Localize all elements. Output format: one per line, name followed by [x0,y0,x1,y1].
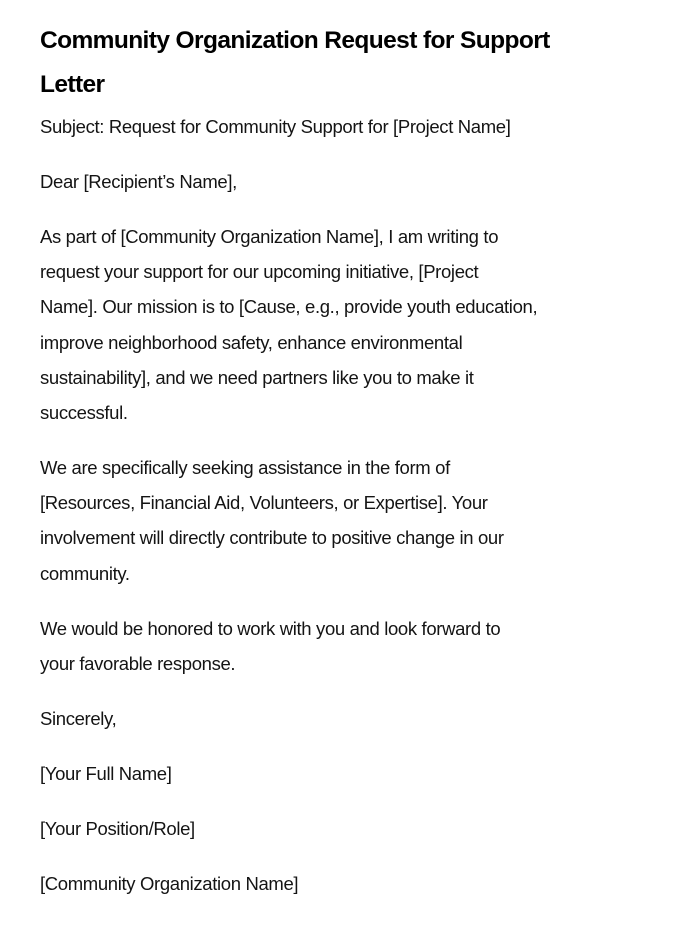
signature-organization-text: [Community Organization Name] [40,872,299,894]
subject-text: Subject: Request for Community Support for [Project Name] [40,116,511,137]
paragraph-line: request your support for our upcoming initiative, [Project [40,261,479,283]
signature-role-text: [Your Position/Role] [40,817,195,839]
paragraph-line: Name]. Our mission is to [Cause, e.g., provide youth education, [40,296,538,318]
signature-name [40,756,660,791]
closing-text: Sincerely, [40,707,117,729]
letter-title-line: Letter [40,71,105,98]
subject-line [40,109,660,144]
paragraph-line: As part of [Community Organization Name], I am writing to [40,226,499,247]
letter-title [40,19,660,107]
body-paragraph-closing [40,611,660,681]
paragraph-line: successful. [40,402,128,424]
signature-organization [40,866,660,901]
paragraph-line: involvement will directly contribute to positive change in our [40,527,504,549]
body-paragraph-intro [40,219,660,430]
letter-document [40,19,660,921]
body-paragraph-assistance [40,450,660,591]
paragraph-line: community. [40,562,130,584]
signature-name-text: [Your Full Name] [40,762,172,784]
paragraph-line: your favorable response. [40,652,236,674]
paragraph-line: We would be honored to work with you and look forward to [40,617,501,639]
salutation-text: Dear [Recipient’s Name], [40,171,237,192]
paragraph-line: improve neighborhood safety, enhance environmental [40,331,463,353]
closing [40,701,660,736]
salutation [40,164,660,199]
paragraph-line: [Resources, Financial Aid, Volunteers, or Expertise]. Your [40,492,488,514]
letter-title-line: Community Organization Request for Support [40,27,550,54]
paragraph-line: sustainability], and we need partners like you to make it [40,366,474,388]
signature-role [40,811,660,846]
paragraph-line: We are specifically seeking assistance in the form of [40,457,450,479]
